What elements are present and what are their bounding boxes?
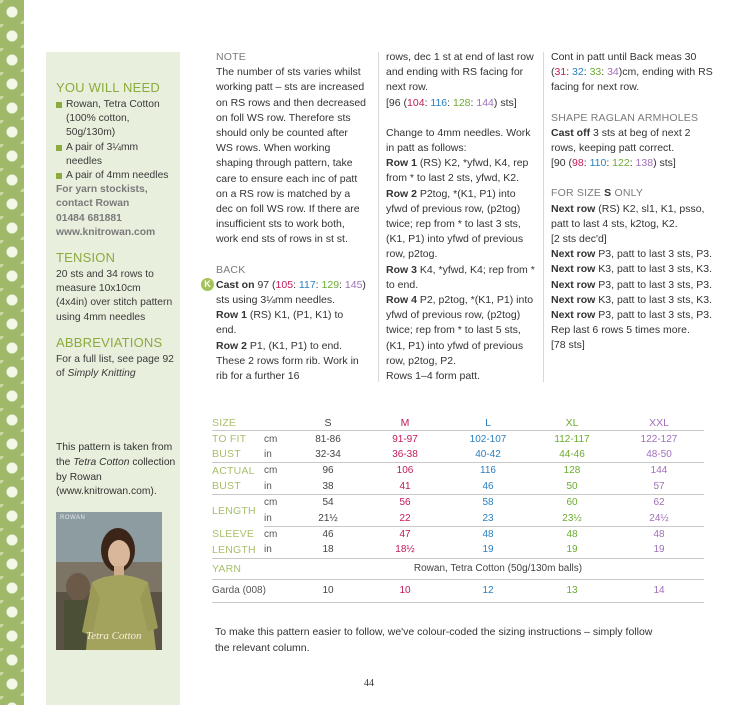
table-cell: 56 bbox=[399, 497, 411, 509]
size-table bbox=[212, 415, 704, 603]
next-row-instruction: Next row P3, patt to last 3 sts, P3. bbox=[551, 248, 713, 261]
table-cell: 116 bbox=[480, 465, 496, 477]
table-cell: 60 bbox=[566, 497, 578, 509]
table-cell: 10 bbox=[292, 579, 364, 602]
pattern-row-4: Row 4 P2, p2tog, *(K1, P1) into yfwd of previous row, (p2tog) twice; rep from * to last 5 sts, (K1, P1) into yfwd of previous row, p2tog, P2. bbox=[386, 294, 534, 367]
instructions-column-2 bbox=[386, 50, 536, 384]
table-cell: 23½ bbox=[530, 510, 614, 526]
table-cell: 32-34 bbox=[292, 447, 364, 463]
table-cell: 19 bbox=[446, 542, 530, 558]
to-fit-label: TO FIT bbox=[212, 433, 247, 446]
table-cell: 57 bbox=[614, 479, 704, 495]
table-cell: 46 bbox=[446, 479, 530, 495]
stitch-count: [96 (104: 116: 128: 144) sts] bbox=[386, 96, 517, 109]
table-row bbox=[212, 463, 704, 479]
website-link[interactable]: www.knitrowan.com bbox=[56, 226, 156, 238]
table-row bbox=[212, 431, 704, 447]
final-stitch-count: [78 sts] bbox=[551, 339, 585, 352]
materials-item: A pair of 4mm needles bbox=[56, 169, 174, 183]
row-1-instruction: Row 1 (RS) K1, (P1, K1) to end. bbox=[216, 309, 344, 337]
to-fit-label: BUST bbox=[212, 447, 264, 463]
table-row bbox=[212, 447, 704, 463]
table-cell: 112-117 bbox=[554, 433, 590, 445]
table-cell: 50 bbox=[530, 479, 614, 495]
table-cell: 18 bbox=[292, 542, 364, 558]
tension-text: 20 sts and 34 rows to measure 10x10cm (4x4in) over stitch pattern using 4mm needles bbox=[56, 269, 173, 323]
photo-brand: ROWAN bbox=[60, 515, 86, 521]
table-cell: 47 bbox=[399, 528, 411, 540]
size-l: L bbox=[446, 415, 530, 431]
table-cell: 22 bbox=[364, 510, 446, 526]
table-row bbox=[212, 510, 704, 526]
sleeve-length-label: LENGTH bbox=[212, 542, 264, 558]
next-row-instruction: Next row K3, patt to last 3 sts, K3. bbox=[551, 263, 713, 276]
size-s: S bbox=[292, 415, 364, 431]
table-cell: 18½ bbox=[364, 542, 446, 558]
column-divider bbox=[543, 52, 544, 382]
pattern-form-text: Rows 1–4 form patt. bbox=[386, 370, 480, 383]
stockists-line: contact Rowan bbox=[56, 198, 130, 210]
table-cell: 96 bbox=[322, 465, 334, 477]
actual-bust-label: ACTUAL bbox=[212, 464, 255, 477]
sleeve-length-label: SLEEVE bbox=[212, 528, 255, 541]
table-cell: 19 bbox=[614, 542, 704, 558]
instructions-column-1 bbox=[216, 50, 366, 384]
table-cell: 128 bbox=[563, 465, 581, 477]
abbreviations-heading: ABBREVIATIONS bbox=[56, 334, 163, 350]
next-row-instruction: Next row P3, patt to last 3 sts, P3. bbox=[551, 309, 713, 322]
tension-heading: TENSION bbox=[56, 250, 116, 266]
table-row bbox=[212, 494, 704, 510]
size-m: M bbox=[364, 415, 446, 431]
table-cell: 122-127 bbox=[640, 433, 678, 445]
unit-label: in bbox=[264, 510, 292, 526]
table-cell: 58 bbox=[482, 497, 494, 509]
table-cell: 44-46 bbox=[530, 447, 614, 463]
unit-label: in bbox=[264, 479, 292, 495]
colour-code-footnote: To make this pattern easier to follow, we've colour-coded the sizing instructions – simply follow the relevant column. bbox=[215, 626, 653, 654]
continue-pattern-text: Cont in patt until Back meas 30 (31: 32: 33: 34)cm, ending with RS facing for next row. bbox=[551, 51, 713, 94]
table-row bbox=[212, 479, 704, 495]
pattern-row-2: Row 2 P2tog, *(K1, P1) into yfwd of previous row, (p2tog) twice; rep from * to last 3 sts, (K1, P1) into yfwd of previous row, p2tog. bbox=[386, 187, 524, 261]
page-number: 44 bbox=[364, 678, 374, 689]
decrease-note: [2 sts dec'd] bbox=[551, 233, 607, 246]
pattern-row-3: Row 3 K4, *yfwd, K4; rep from * to end. bbox=[386, 263, 535, 291]
repeat-instruction: Rep last 6 rows 5 times more. bbox=[551, 324, 690, 337]
stockists-line: For yarn stockists, bbox=[56, 184, 148, 196]
photo-caption: Tetra Cotton bbox=[86, 630, 142, 642]
size-label: SIZE bbox=[212, 415, 264, 431]
table-cell: 48-50 bbox=[614, 447, 704, 463]
unit-label: cm bbox=[264, 465, 278, 477]
unit-label: cm bbox=[264, 497, 278, 509]
garda-row bbox=[212, 579, 704, 602]
cast-off-instruction: Cast off 3 sts at beg of next 2 rows, keeping patt correct. bbox=[551, 126, 691, 155]
size-xxl: XXL bbox=[614, 415, 704, 431]
table-cell: 54 bbox=[322, 497, 334, 509]
yarn-label: YARN bbox=[212, 558, 264, 579]
instructions-column-3 bbox=[551, 50, 716, 354]
actual-bust-label: BUST bbox=[212, 479, 264, 495]
size-s-heading: FOR SIZE S ONLY bbox=[551, 187, 644, 200]
model-photo bbox=[56, 512, 162, 650]
table-cell: 38 bbox=[292, 479, 364, 495]
pattern-credit: This pattern is taken from the Tetra Cotton collection by Rowan (www.knitrowan.com). bbox=[56, 442, 176, 498]
phone-number: 01484 681881 bbox=[56, 212, 122, 224]
table-cell: 40-42 bbox=[446, 447, 530, 463]
table-cell: 144 bbox=[650, 465, 668, 477]
yarn-value: Rowan, Tetra Cotton (50g/130m balls) bbox=[292, 558, 704, 579]
note-heading: NOTE bbox=[216, 51, 246, 63]
table-cell: 36-38 bbox=[364, 447, 446, 463]
table-cell: 81-86 bbox=[315, 433, 341, 445]
size-xl: XL bbox=[530, 415, 614, 431]
cast-on-instruction: Cast on 97 (105: 117: 129: 145) sts using 3¼mm needles. bbox=[216, 278, 366, 307]
size-header-row bbox=[212, 415, 704, 431]
back-heading: BACK bbox=[216, 263, 246, 276]
next-row-instruction: Next row (RS) K2, sl1, K1, psso, patt to last 4 sts, k2tog, K2. bbox=[551, 202, 705, 230]
row-2-instruction: Row 2 P1, (K1, P1) to end. bbox=[216, 339, 343, 352]
length-label: LENGTH bbox=[212, 504, 256, 517]
table-cell: 48 bbox=[482, 528, 494, 540]
column-divider bbox=[378, 52, 379, 382]
abbreviations-text: For a full list, see page 92 of Simply Knitting bbox=[56, 353, 174, 380]
table-row bbox=[212, 542, 704, 558]
table-cell: 23 bbox=[446, 510, 530, 526]
table-cell: 62 bbox=[653, 497, 665, 509]
table-cell: 12 bbox=[446, 579, 530, 602]
stitch-count: [90 (98: 110: 122: 138) sts] bbox=[551, 157, 676, 170]
yarn-row bbox=[212, 558, 704, 579]
continue-rib-text: rows, dec 1 st at end of last row and ending with RS facing for next row. bbox=[386, 51, 534, 94]
rib-instruction: These 2 rows form rib. Work in rib for a further 16 bbox=[216, 354, 359, 383]
note-text: The number of sts varies whilst working patt – sts are increased on RS rows and then decreased on foll WS row. Therefore sts should only be counted after WS rows. When working shaping through pattern, take care to ensure each inc of patt on a RS row is matched by a dec on foll WS row. If there are insufficient sts to work both, work end sts of rows in st st. bbox=[216, 66, 367, 246]
materials-item: A pair of 3¼mm needles bbox=[56, 141, 174, 169]
table-cell: 21½ bbox=[292, 510, 364, 526]
table-cell: 48 bbox=[566, 528, 578, 540]
raglan-heading: SHAPE RAGLAN ARMHOLES bbox=[551, 111, 699, 124]
table-row bbox=[212, 526, 704, 542]
unit-label: in bbox=[264, 542, 292, 558]
table-cell: 41 bbox=[364, 479, 446, 495]
shade-label: Garda (008) bbox=[212, 579, 292, 602]
decorative-border bbox=[0, 0, 24, 705]
unit-label: cm bbox=[264, 433, 278, 445]
unit-label: cm bbox=[264, 528, 278, 540]
change-needles-text: Change to 4mm needles. Work in patt as follows: bbox=[386, 126, 531, 155]
next-row-instruction: Next row K3, patt to last 3 sts, K3. bbox=[551, 293, 713, 306]
k-level-badge: K bbox=[201, 278, 214, 291]
table-cell: 24½ bbox=[614, 510, 704, 526]
table-cell: 48 bbox=[653, 528, 665, 540]
table-cell: 13 bbox=[530, 579, 614, 602]
table-cell: 10 bbox=[364, 579, 446, 602]
materials-item: Rowan, Tetra Cotton (100% cotton, 50g/130m) bbox=[56, 98, 174, 141]
table-cell: 91-97 bbox=[392, 433, 418, 445]
table-cell: 14 bbox=[614, 579, 704, 602]
next-row-instruction: Next row P3, patt to last 3 sts, P3. bbox=[551, 278, 713, 291]
table-cell: 46 bbox=[322, 528, 334, 540]
unit-label: in bbox=[264, 447, 292, 463]
you-will-need-heading: YOU WILL NEED bbox=[56, 80, 160, 95]
table-cell: 102-107 bbox=[469, 433, 507, 445]
pattern-row-1: Row 1 (RS) K2, *yfwd, K4, rep from * to last 2 sts, yfwd, K2. bbox=[386, 157, 529, 185]
table-cell: 19 bbox=[530, 542, 614, 558]
table-cell: 106 bbox=[396, 465, 414, 477]
